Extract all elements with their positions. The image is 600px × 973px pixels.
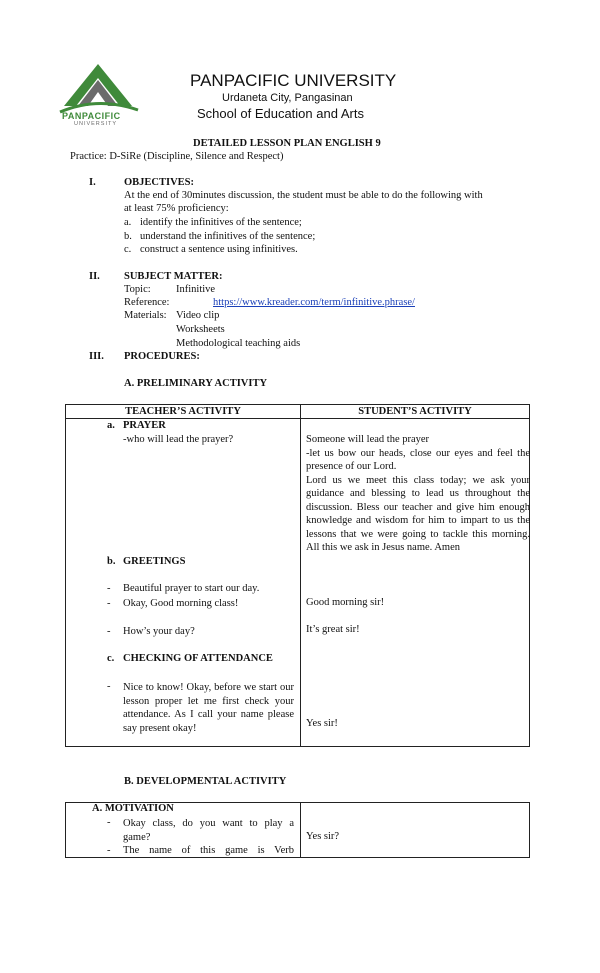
prayer-student-line1: Someone will lead the prayer: [306, 434, 430, 445]
motivation-reply: Yes sir?: [306, 831, 340, 842]
preliminary-heading: A. PRELIMINARY ACTIVITY: [124, 378, 268, 389]
bullet-dash: -: [107, 845, 111, 856]
material-item: Methodological teaching aids: [176, 338, 301, 349]
table-header-row: [66, 405, 530, 419]
attendance-heading: CHECKING OF ATTENDANCE: [123, 653, 273, 664]
logo-subtext: UNIVERSITY: [74, 121, 118, 127]
greeting-reply: It’s great sir!: [306, 624, 360, 635]
greetings-letter: b.: [107, 556, 116, 567]
motivation-heading: A. MOTIVATION: [92, 803, 174, 814]
objectives-heading: OBJECTIVES:: [124, 177, 195, 188]
page-title: DETAILED LESSON PLAN ENGLISH 9: [193, 138, 381, 149]
prayer-letter: a.: [107, 420, 115, 431]
bullet-dash: -: [107, 626, 111, 637]
student-cell: [301, 803, 530, 858]
objective-letter: a.: [124, 217, 132, 228]
university-city: Urdaneta City, Pangasinan: [222, 92, 353, 104]
bullet-dash: -: [107, 817, 111, 828]
topic-value: Infinitive: [176, 284, 216, 295]
objective-item: [124, 244, 298, 255]
student-column-header: STUDENT’S ACTIVITY: [301, 405, 530, 419]
developmental-heading: B. DEVELOPMENTAL ACTIVITY: [124, 776, 287, 787]
attendance-letter: c.: [107, 653, 115, 664]
material-item: Video clip: [176, 310, 220, 321]
objective-item: [124, 217, 302, 228]
practice-line: Practice: D-SiRe (Discipline, Silence and Respect): [70, 151, 284, 162]
objective-letter: c.: [124, 244, 132, 255]
attendance-text: Nice to know! Okay, before we start our lesson proper let me first check your attendance. As I call your name please say present okay!: [123, 682, 294, 734]
objectives-intro-line1: At the end of 30minutes discussion, the student must be able to do the following with: [124, 190, 483, 201]
bullet-dash: -: [107, 598, 111, 609]
greeting-line: Okay, Good morning class!: [123, 598, 239, 609]
school-name: School of Education and Arts: [197, 106, 364, 121]
subject-heading: SUBJECT MATTER:: [124, 271, 223, 282]
procedures-heading: PROCEDURES:: [124, 351, 200, 362]
reference-label: Reference:: [124, 297, 170, 308]
objective-letter: b.: [124, 231, 132, 242]
objectives-intro-line2: at least 75% proficiency:: [124, 203, 229, 214]
teacher-column-header: TEACHER’S ACTIVITY: [66, 405, 301, 419]
objective-text: understand the infinitives of the sentence;: [140, 231, 316, 242]
prayer-student-line3: Lord us we meet this class today; we ask your guidance and blessing to lead us throughout the discussion. Bless our teacher and give him enough knowledge and wisdom for him to impart to us the lessons that we were going to tackle this morning. All this we ask in Jesus name. Amen: [306, 475, 530, 554]
subject-number: II.: [89, 271, 100, 282]
greetings-heading: GREETINGS: [123, 556, 186, 567]
procedures-number: III.: [89, 351, 104, 362]
objectives-number: I.: [89, 177, 96, 188]
materials-label: Materials:: [124, 310, 167, 321]
greeting-line: How’s your day?: [123, 626, 195, 637]
objective-text: construct a sentence using infinitives.: [140, 244, 298, 255]
material-item: Worksheets: [176, 324, 225, 335]
prayer-student-line2: -let us bow our heads, close our eyes and feel the presence of our Lord.: [306, 448, 530, 473]
bullet-dash: -: [107, 583, 111, 594]
motivation-line: Okay class, do you want to play a game?: [123, 818, 294, 843]
attendance-reply: Yes sir!: [306, 718, 338, 729]
university-name: PANPACIFIC UNIVERSITY: [190, 71, 397, 90]
bullet-dash: -: [107, 681, 111, 692]
motivation-line: The name of this game is Verb: [123, 845, 294, 856]
greeting-reply: Good morning sir!: [306, 597, 385, 608]
reference-link[interactable]: https://www.kreader.com/term/infinitive.phrase/: [213, 297, 415, 308]
greeting-line: Beautiful prayer to start our day.: [123, 583, 260, 594]
prayer-teacher-line: -who will lead the prayer?: [123, 434, 234, 445]
prayer-heading: PRAYER: [123, 420, 166, 431]
objective-item: [124, 231, 315, 242]
topic-label: Topic:: [124, 284, 151, 295]
objective-text: identify the infinitives of the sentence;: [140, 217, 302, 228]
logo-text: PANPACIFIC: [62, 111, 121, 121]
